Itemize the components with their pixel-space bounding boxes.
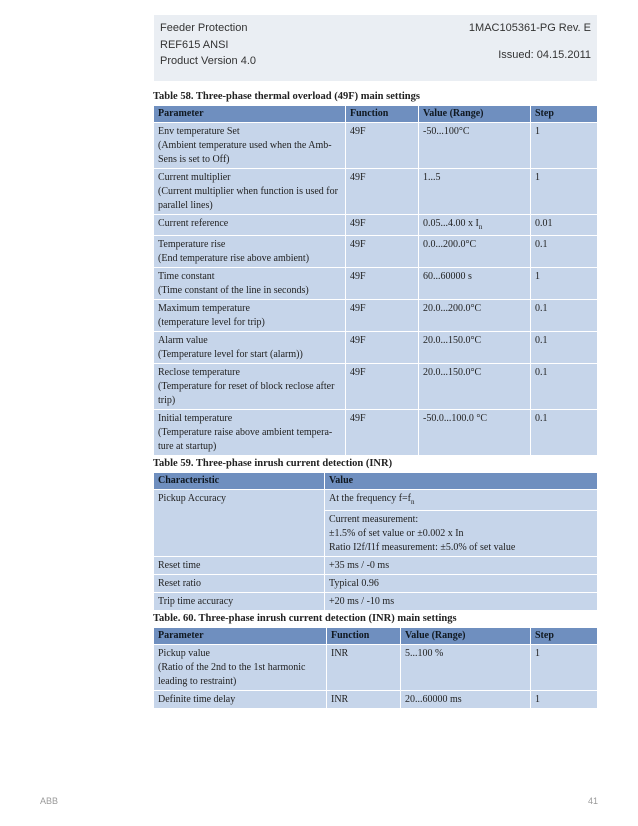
pickup-frequency (325, 490, 598, 511)
reset-time-label: Reset time (154, 557, 325, 575)
parameter-description: (Time constant of the line in seconds) (158, 285, 309, 296)
value-range-text: 0.0...200.0°C (423, 239, 477, 250)
parameter-description: (End temperature rise above ambient) (158, 253, 310, 264)
value-range-cell (419, 332, 531, 364)
value-range-text: 20.0...150.0°C (423, 367, 482, 378)
col-header-step: Step (531, 106, 598, 123)
trip-time-accuracy-value: +20 ms / -10 ms (325, 593, 598, 611)
parameter-cell (154, 645, 327, 691)
pickup-accuracy-label: Pickup Accuracy (154, 490, 325, 557)
parameter-name: Env temperature Set (158, 126, 240, 137)
function-cell: 49F (346, 410, 419, 456)
parameter-cell (154, 300, 346, 332)
table-row (154, 593, 598, 611)
parameter-cell (154, 332, 346, 364)
pickup-frequency-sub: n (411, 498, 415, 506)
table58-caption: Table 58. Three-phase thermal overload (49F) main settings (153, 91, 420, 102)
parameter-description: (Ambient temperature used when the Amb-Sens is set to Off) (158, 140, 332, 165)
table-row (154, 645, 598, 691)
table-row (154, 490, 598, 511)
footer-brand: ABB (40, 796, 59, 806)
value-range-cell (419, 215, 531, 236)
function-cell: 49F (346, 268, 419, 300)
table59-caption: Table 59. Three-phase inrush current detection (INR) (153, 458, 393, 469)
pickup-frequency-text: At the frequency f=f (329, 493, 411, 504)
parameter-description: (Temperature raise above ambient tempera-ture at startup) (158, 427, 333, 452)
parameter-name: Time constant (158, 271, 215, 282)
table-row (154, 575, 598, 593)
step-cell: 1 (531, 169, 598, 215)
col-header-function: Function (327, 628, 401, 645)
value-range-text: 20...60000 ms (405, 694, 462, 705)
step-cell: 0.1 (531, 332, 598, 364)
step-cell: 1 (531, 645, 598, 691)
pickup-current-measurement: Current measurement: (329, 514, 419, 525)
parameter-name: Maximum temperature (158, 303, 250, 314)
pickup-current-accuracy: ±1.5% of set value or ±0.002 x In (329, 528, 464, 539)
table-row (154, 123, 598, 169)
parameter-cell (154, 691, 327, 709)
table-row (154, 691, 598, 709)
value-range-text: 0.05...4.00 x I (423, 218, 479, 229)
parameter-cell (154, 215, 346, 236)
value-range-cell (419, 364, 531, 410)
step-cell: 1 (531, 268, 598, 300)
trip-time-accuracy-label: Trip time accuracy (154, 593, 325, 611)
parameter-cell (154, 236, 346, 268)
document-header (154, 15, 597, 81)
step-cell: 0.1 (531, 364, 598, 410)
header-product: REF615 ANSI (160, 39, 229, 51)
step-cell: 0.1 (531, 410, 598, 456)
header-version: Product Version 4.0 (160, 55, 257, 67)
value-range-text: 20.0...200.0°C (423, 303, 482, 314)
function-cell: 49F (346, 332, 419, 364)
step-cell: 0.1 (531, 300, 598, 332)
value-range-text: -50.0...100.0 °C (423, 413, 487, 424)
col-header-value-range: Value (Range) (401, 628, 531, 645)
table58 (153, 105, 598, 456)
parameter-name: Current multiplier (158, 172, 231, 183)
table-row (154, 169, 598, 215)
value-range-text: 5...100 % (405, 648, 444, 659)
col-header-characteristic: Characteristic (154, 473, 325, 490)
col-header-step: Step (531, 628, 598, 645)
table-row (154, 300, 598, 332)
function-cell: INR (327, 691, 401, 709)
function-cell: 49F (346, 300, 419, 332)
step-cell: 0.1 (531, 236, 598, 268)
parameter-description: (Temperature level for start (alarm)) (158, 349, 303, 360)
value-range-cell (419, 410, 531, 456)
table59-header-row (154, 473, 598, 490)
pickup-measurements (325, 511, 598, 557)
step-cell: 1 (531, 123, 598, 169)
parameter-cell (154, 364, 346, 410)
parameter-name: Current reference (158, 218, 229, 229)
value-range-text: 20.0...150.0°C (423, 335, 482, 346)
value-range-cell (419, 268, 531, 300)
function-cell: 49F (346, 236, 419, 268)
col-header-parameter: Parameter (154, 628, 327, 645)
reset-ratio-value: Typical 0.96 (325, 575, 598, 593)
col-header-function: Function (346, 106, 419, 123)
header-title: Feeder Protection (160, 22, 248, 34)
parameter-name: Temperature rise (158, 239, 226, 250)
table-row (154, 332, 598, 364)
table-row (154, 364, 598, 410)
function-cell: INR (327, 645, 401, 691)
page-number: 41 (587, 796, 598, 806)
parameter-cell (154, 169, 346, 215)
parameter-description: (temperature level for trip) (158, 317, 265, 328)
value-range-cell (419, 300, 531, 332)
parameter-name: Alarm value (158, 335, 208, 346)
value-range-cell (419, 236, 531, 268)
table59 (153, 472, 598, 611)
parameter-cell (154, 410, 346, 456)
value-range-text: 60...60000 s (423, 271, 472, 282)
table-row (154, 268, 598, 300)
table-row (154, 410, 598, 456)
parameter-name: Initial temperature (158, 413, 233, 424)
pickup-ratio-accuracy: Ratio I2f/I1f measurement: ±5.0% of set value (329, 542, 516, 553)
value-range-cell (419, 169, 531, 215)
parameter-description: (Ratio of the 2nd to the 1st harmonic leading to restraint) (158, 662, 306, 687)
step-cell: 1 (531, 691, 598, 709)
reset-time-value: +35 ms / -0 ms (325, 557, 598, 575)
function-cell: 49F (346, 364, 419, 410)
parameter-cell (154, 268, 346, 300)
value-range-cell (401, 691, 531, 709)
table60-caption: Table. 60. Three-phase inrush current detection (INR) main settings (153, 613, 457, 624)
table60 (153, 627, 598, 709)
function-cell: 49F (346, 169, 419, 215)
function-cell: 49F (346, 123, 419, 169)
table58-header-row (154, 106, 598, 123)
table-row (154, 557, 598, 575)
parameter-name: Pickup value (158, 648, 210, 659)
parameter-description: (Current multiplier when function is used for parallel lines) (158, 186, 338, 211)
parameter-name: Reclose temperature (158, 367, 240, 378)
reset-ratio-label: Reset ratio (154, 575, 325, 593)
value-range-text: 1...5 (423, 172, 441, 183)
col-header-parameter: Parameter (154, 106, 346, 123)
value-range-text: -50...100°C (423, 126, 470, 137)
table60-header-row (154, 628, 598, 645)
parameter-name: Definite time delay (158, 694, 236, 705)
function-cell: 49F (346, 215, 419, 236)
col-header-value-range: Value (Range) (419, 106, 531, 123)
col-header-value: Value (325, 473, 598, 490)
table-row (154, 215, 598, 236)
value-range-cell (419, 123, 531, 169)
parameter-cell (154, 123, 346, 169)
header-issued: Issued: 04.15.2011 (498, 49, 591, 61)
value-range-subscript: n (478, 223, 483, 231)
step-cell: 0.01 (531, 215, 598, 236)
parameter-description: (Temperature for reset of block reclose after trip) (158, 381, 335, 406)
table-row (154, 236, 598, 268)
header-doc-id: 1MAC105361-PG Rev. E (468, 22, 591, 34)
value-range-cell (401, 645, 531, 691)
